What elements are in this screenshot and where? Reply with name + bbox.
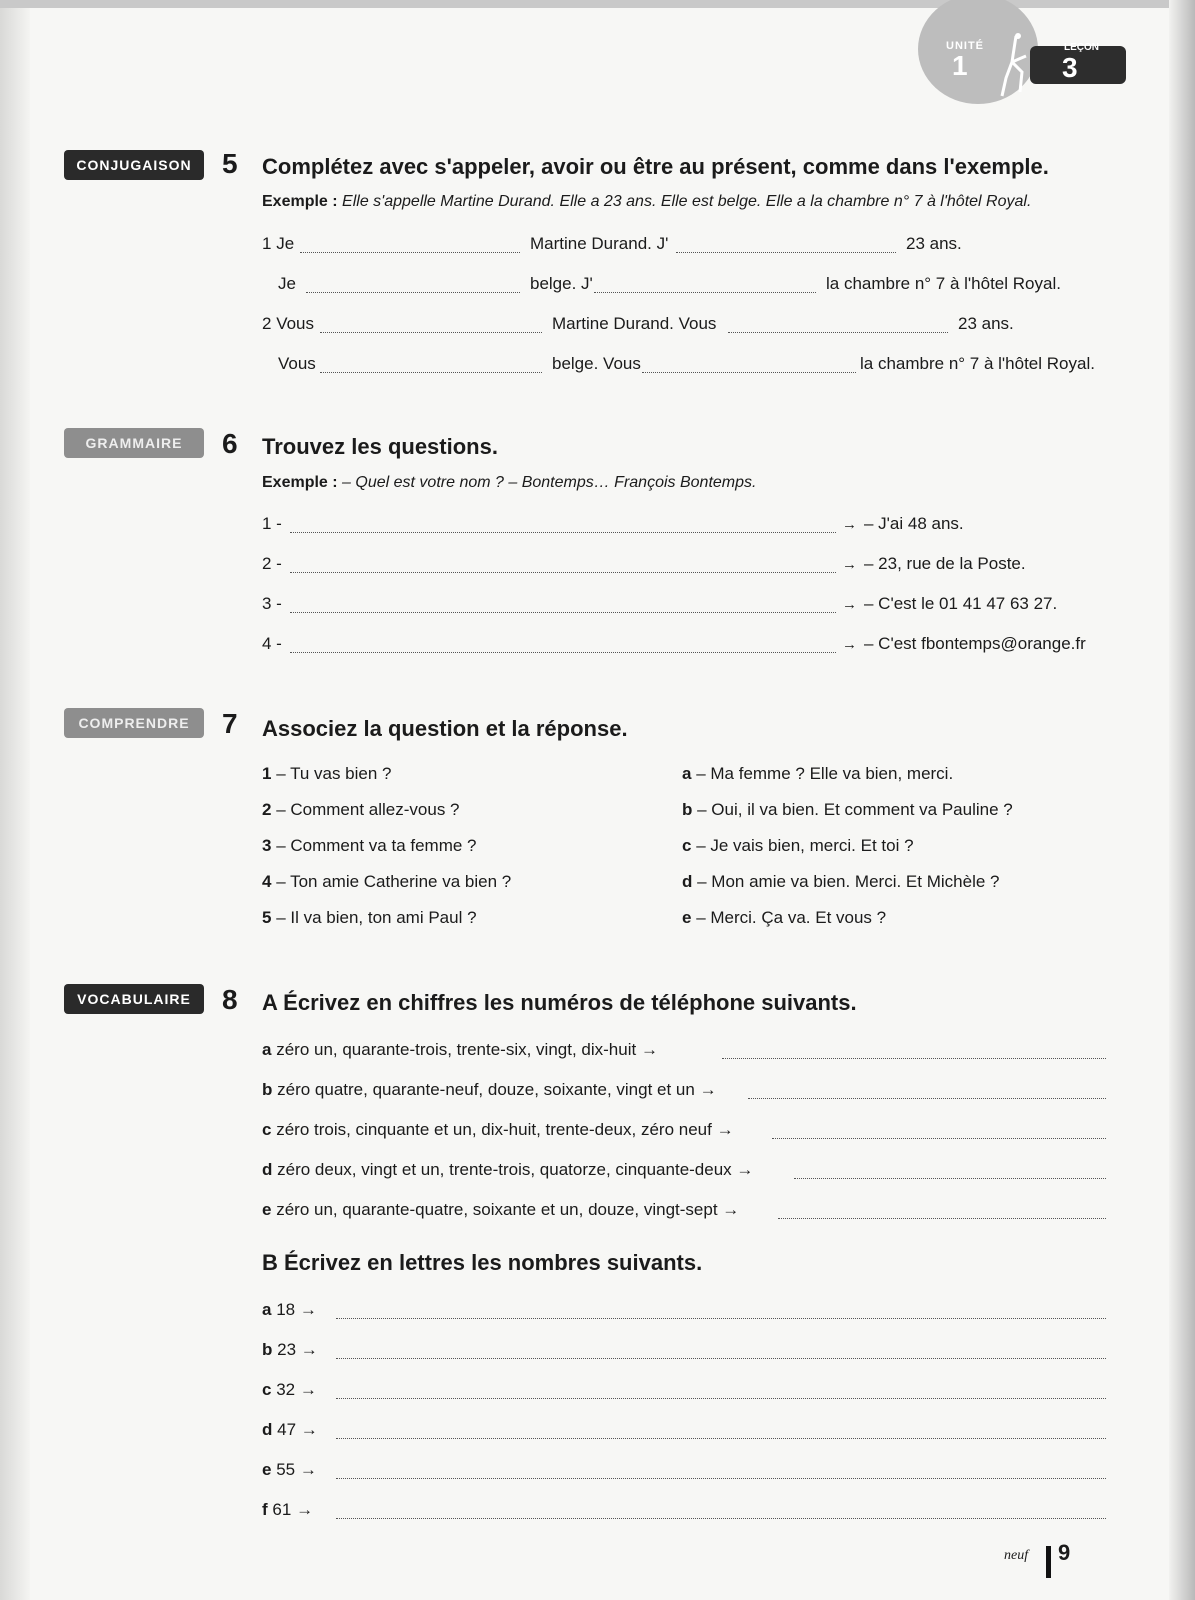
fill-line-1a xyxy=(262,234,294,254)
question-item[interactable] xyxy=(262,764,392,784)
arrow-icon: → xyxy=(640,1040,658,1059)
section-tag-vocabulaire: VOCABULAIRE xyxy=(64,984,204,1014)
phone-item xyxy=(262,1160,753,1180)
arrow-icon: → xyxy=(842,516,857,533)
item-text: – Mon amie va bien. Merci. Et Michèle ? xyxy=(697,872,1000,891)
answer-item[interactable] xyxy=(682,872,999,892)
unit-label: UNITÉ xyxy=(946,40,984,52)
item-letter: c xyxy=(682,836,692,855)
item-letter: f xyxy=(262,1500,268,1519)
arrow-icon: → xyxy=(842,556,857,573)
item-text: – Comment allez-vous ? xyxy=(276,800,460,819)
item-value: 32 xyxy=(276,1380,296,1399)
phone-item xyxy=(262,1120,734,1140)
section-tag-comprendre: COMPRENDRE xyxy=(64,708,204,738)
question-item[interactable] xyxy=(262,908,477,928)
number-item xyxy=(262,1300,317,1320)
answer-blank[interactable] xyxy=(320,372,542,373)
page-divider xyxy=(1046,1546,1051,1578)
arrow-icon: → xyxy=(300,1420,318,1439)
answer-blank[interactable] xyxy=(336,1518,1106,1519)
line-text: la chambre n° 7 à l'hôtel Royal. xyxy=(860,354,1095,373)
example-label: Exemple : xyxy=(262,193,338,210)
page-right-edge xyxy=(1169,0,1195,1600)
item-text: – Oui, il va bien. Et comment va Pauline ? xyxy=(697,800,1013,819)
question-number: 3 - xyxy=(262,594,282,613)
answer-blank[interactable] xyxy=(794,1178,1106,1179)
item-letter: e xyxy=(262,1200,272,1219)
item-text: – Tu vas bien ? xyxy=(276,764,392,783)
item-letter: d xyxy=(682,872,693,891)
arrow-icon: → xyxy=(300,1340,318,1359)
example-label: Exemple : xyxy=(262,474,338,491)
answer-blank[interactable] xyxy=(336,1398,1106,1399)
item-letter: b xyxy=(262,1340,273,1359)
item-text: – Merci. Ça va. Et vous ? xyxy=(696,908,887,927)
number-item xyxy=(262,1460,317,1480)
given-answer: – C'est fbontemps@orange.fr xyxy=(864,634,1086,653)
fill-line-1b: Je xyxy=(278,274,296,293)
number-item xyxy=(262,1420,318,1440)
item-text: – Ma femme ? Elle va bien, merci. xyxy=(696,764,954,783)
arrow-icon: → xyxy=(842,596,857,613)
item-letter: c xyxy=(262,1120,272,1139)
section-tag-conjugaison: CONJUGAISON xyxy=(64,150,204,180)
answer-blank[interactable] xyxy=(676,252,896,253)
answer-blank[interactable] xyxy=(748,1098,1106,1099)
answer-blank[interactable] xyxy=(336,1478,1106,1479)
exercise-title-text: Complétez avec s'appeler, avoir ou être au présent, comme dans l'exemple. xyxy=(262,154,1049,179)
item-value: 47 xyxy=(277,1420,297,1439)
item-value: 23 xyxy=(277,1340,297,1359)
phone-item xyxy=(262,1040,658,1060)
answer-blank[interactable] xyxy=(722,1058,1106,1059)
answer-blank[interactable] xyxy=(290,532,836,533)
item-letter: d xyxy=(262,1160,273,1179)
item-number: 2 xyxy=(262,800,272,819)
question-number: 2 - xyxy=(262,554,282,573)
phone-item xyxy=(262,1080,717,1100)
item-letter: a xyxy=(682,764,692,783)
item-value: 61 xyxy=(272,1500,292,1519)
line-text: belge. J' xyxy=(530,274,593,293)
example-line xyxy=(262,193,1031,211)
exercise-title-b: B Écrivez en lettres les nombres suivants. xyxy=(262,1250,703,1275)
line-text: la chambre n° 7 à l'hôtel Royal. xyxy=(826,274,1061,293)
given-answer: – C'est le 01 41 47 63 27. xyxy=(864,594,1058,613)
answer-blank[interactable] xyxy=(290,612,836,613)
item-number: 1 xyxy=(262,764,272,783)
item-text: zéro deux, vingt et un, trente-trois, quatorze, cinquante-deux xyxy=(277,1160,732,1179)
item-letter: a xyxy=(262,1300,272,1319)
item-text: zéro trois, cinquante et un, dix-huit, trente-deux, zéro neuf xyxy=(276,1120,712,1139)
answer-item[interactable] xyxy=(682,800,1013,820)
item-text: – Ton amie Catherine va bien ? xyxy=(276,872,512,891)
line-text: Martine Durand. J' xyxy=(530,234,669,253)
question-item[interactable] xyxy=(262,872,511,892)
line-text: Vous xyxy=(276,314,315,333)
phone-item xyxy=(262,1200,739,1220)
exercise-title: Trouvez les questions. xyxy=(262,434,498,459)
lesson-number: 3 xyxy=(1062,52,1078,83)
arrow-icon: → xyxy=(296,1500,314,1519)
page-gutter xyxy=(0,0,30,1600)
arrow-icon: → xyxy=(722,1200,740,1219)
answer-blank[interactable] xyxy=(320,332,542,333)
item-letter: b xyxy=(682,800,693,819)
arrow-icon: → xyxy=(299,1300,317,1319)
question-number: 1 - xyxy=(262,514,282,533)
question-item[interactable] xyxy=(262,800,460,820)
answer-blank[interactable] xyxy=(336,1318,1106,1319)
answer-blank[interactable] xyxy=(290,572,836,573)
item-letter: e xyxy=(682,908,692,927)
item-text: – Comment va ta femme ? xyxy=(276,836,477,855)
item-text: zéro un, quarante-quatre, soixante et un, douze, vingt-sept xyxy=(276,1200,718,1219)
given-answer: – J'ai 48 ans. xyxy=(864,514,964,533)
line-text: 23 ans. xyxy=(906,234,962,253)
item-text: – Je vais bien, merci. Et toi ? xyxy=(696,836,914,855)
arrow-icon: → xyxy=(716,1120,734,1139)
answer-blank[interactable] xyxy=(642,372,856,373)
exercise-title: Associez la question et la réponse. xyxy=(262,716,628,741)
page-word: neuf xyxy=(1004,1548,1029,1563)
given-answer: – 23, rue de la Poste. xyxy=(864,554,1026,573)
answer-item[interactable] xyxy=(682,908,886,928)
item-letter: a xyxy=(262,1040,272,1059)
page-number: 9 xyxy=(1058,1540,1071,1565)
section-tag-grammaire: GRAMMAIRE xyxy=(64,428,204,458)
answer-blank[interactable] xyxy=(778,1218,1106,1219)
exercise-title-a: A Écrivez en chiffres les numéros de téléphone suivants. xyxy=(262,990,857,1015)
item-number: 5 xyxy=(262,908,272,927)
answer-blank[interactable] xyxy=(728,332,948,333)
answer-item[interactable] xyxy=(682,836,914,856)
number-item xyxy=(262,1340,318,1360)
item-number: 4 xyxy=(262,872,272,891)
line-text: 23 ans. xyxy=(958,314,1014,333)
line-text: Martine Durand. Vous xyxy=(552,314,717,333)
arrow-icon: → xyxy=(299,1380,317,1399)
exercise-number: 5 xyxy=(222,148,238,179)
answer-blank[interactable] xyxy=(306,292,520,293)
answer-blank[interactable] xyxy=(594,292,816,293)
number-item xyxy=(262,1500,313,1520)
item-letter: b xyxy=(262,1080,273,1099)
item-text: zéro quatre, quarante-neuf, douze, soixante, vingt et un xyxy=(277,1080,695,1099)
item-number: 1 xyxy=(262,234,272,253)
answer-blank[interactable] xyxy=(336,1358,1106,1359)
answer-blank[interactable] xyxy=(290,652,836,653)
arrow-icon: → xyxy=(736,1160,754,1179)
item-number: 3 xyxy=(262,836,272,855)
fill-line-2a xyxy=(262,314,314,334)
answer-blank[interactable] xyxy=(772,1138,1106,1139)
item-text: zéro un, quarante-trois, trente-six, vingt, dix-huit xyxy=(276,1040,637,1059)
answer-item[interactable] xyxy=(682,764,953,784)
exercise-number: 8 xyxy=(222,984,238,1015)
example-text: – Quel est votre nom ? – Bontemps… François Bontemps. xyxy=(342,474,757,491)
item-letter: e xyxy=(262,1460,272,1479)
number-item xyxy=(262,1380,317,1400)
question-item[interactable] xyxy=(262,836,477,856)
exercise-title xyxy=(262,154,1049,180)
item-letter: c xyxy=(262,1380,272,1399)
item-text: – Il va bien, ton ami Paul ? xyxy=(276,908,477,927)
item-letter: d xyxy=(262,1420,273,1439)
arrow-icon: → xyxy=(299,1460,317,1479)
arrow-icon: → xyxy=(699,1080,717,1099)
item-number: 2 xyxy=(262,314,272,333)
answer-blank[interactable] xyxy=(300,252,520,253)
example-line xyxy=(262,474,756,492)
fill-line-2b: Vous xyxy=(278,354,316,373)
item-value: 18 xyxy=(276,1300,296,1319)
answer-blank[interactable] xyxy=(336,1438,1106,1439)
line-text: Je xyxy=(276,234,295,253)
unit-number: 1 xyxy=(952,50,968,81)
exercise-number: 7 xyxy=(222,708,238,739)
lesson-label: LEÇON xyxy=(1064,42,1099,53)
line-text: belge. Vous xyxy=(552,354,641,373)
exercise-number: 6 xyxy=(222,428,238,459)
question-number: 4 - xyxy=(262,634,282,653)
item-value: 55 xyxy=(276,1460,296,1479)
example-text: Elle s'appelle Martine Durand. Elle a 23 ans. Elle est belge. Elle a la chambre n° 7 à l'hôtel Royal. xyxy=(342,193,1032,210)
arrow-icon: → xyxy=(842,636,857,653)
